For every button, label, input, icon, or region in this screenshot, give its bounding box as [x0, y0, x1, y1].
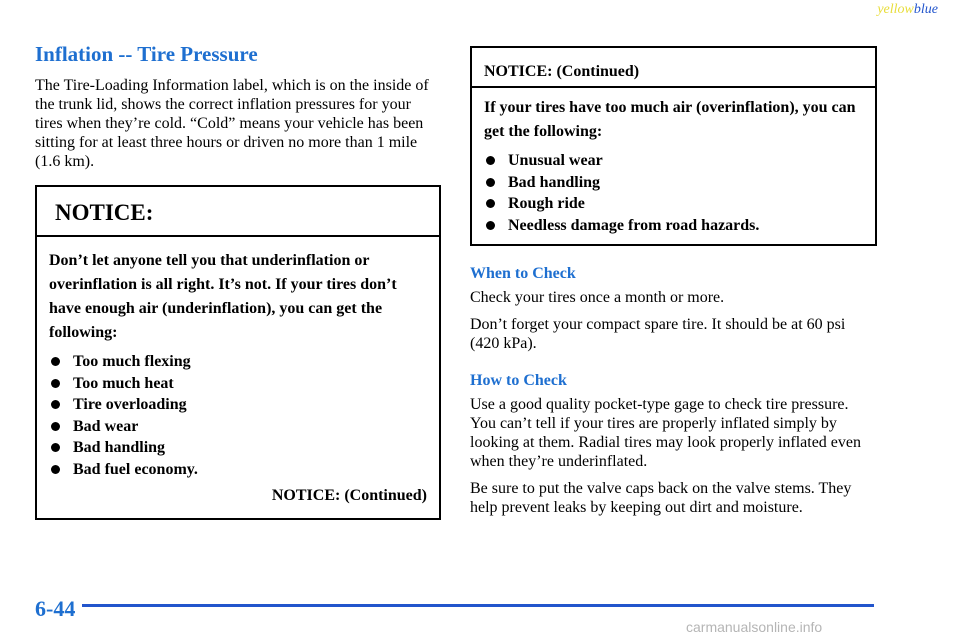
- notice-continued-heading: NOTICE: (Continued): [472, 48, 875, 88]
- notice-body: [472, 88, 875, 244]
- how-paragraph-1: Use a good quality pocket-type gage to check tire pressure. You can’t tell if your tires are properly inflated simply by looking at them. Radial tires may look properly inflated even when they’re underinflated.: [470, 396, 862, 470]
- when-paragraph-2: Don’t forget your compact spare tire. It should be at 60 psi (420 kPa).: [470, 316, 846, 352]
- notice-text: If your tires have too much air (overinflation), you can get the following:: [484, 99, 856, 140]
- right-column: [470, 46, 877, 517]
- how-to-check-heading: How to Check: [470, 372, 567, 389]
- list-item-label: Bad wear: [73, 417, 139, 435]
- when-paragraph-1: Check your tires once a month or more.: [470, 289, 725, 306]
- left-column: [35, 40, 441, 520]
- list-item: [49, 416, 427, 438]
- bullet-icon: [51, 357, 60, 366]
- overinflation-list: [484, 150, 863, 236]
- bullet-icon: [51, 422, 60, 431]
- color-tag-yellow: yellow: [877, 2, 914, 17]
- bullet-icon: [51, 443, 60, 452]
- intro-paragraph: The Tire-Loading Information label, which is on the inside of the trunk lid, shows the correct inflation pressures for your tires when they’re cold. “Cold” means your vehicle has been sitting for at least three hours or driven no more than 1 mile (1.6 km).: [35, 77, 429, 170]
- list-item: [484, 150, 863, 172]
- list-item-label: Bad handling: [508, 173, 601, 191]
- color-tag: [877, 2, 938, 18]
- bullet-icon: [51, 400, 60, 409]
- list-item-label: Needless damage from road hazards.: [508, 216, 760, 234]
- bullet-icon: [51, 465, 60, 474]
- notice-text: Don’t let anyone tell you that underinflation or overinflation is all right. It’s not. If your tires don’t have enough air (underinflation), you can get the following:: [49, 252, 397, 341]
- list-item-label: Rough ride: [508, 195, 585, 212]
- notice-box-underinflation: [35, 185, 441, 520]
- list-item: [49, 373, 427, 395]
- bullet-icon: [486, 178, 495, 187]
- list-item-label: Unusual wear: [508, 152, 603, 169]
- notice-box-overinflation: [470, 46, 877, 246]
- list-item: [484, 172, 863, 194]
- list-item-label: Tire overloading: [73, 396, 187, 413]
- list-item-label: Too much heat: [73, 374, 174, 392]
- bullet-icon: [486, 156, 495, 165]
- list-item: [49, 394, 427, 416]
- how-paragraph-2: Be sure to put the valve caps back on the valve stems. They help prevent leaks by keeping out dirt and moisture.: [470, 480, 852, 516]
- color-tag-blue: blue: [913, 2, 938, 17]
- list-item: [49, 459, 427, 481]
- bullet-icon: [486, 221, 495, 230]
- notice-heading: NOTICE:: [37, 187, 439, 237]
- notice-continued-label: NOTICE: (Continued): [271, 487, 427, 504]
- page-number: 6-44: [35, 596, 76, 621]
- list-item-label: Too much flexing: [73, 353, 191, 370]
- underinflation-list: [49, 351, 427, 480]
- footer-rule: [82, 604, 874, 607]
- watermark: carmanualsonline.info: [686, 619, 823, 635]
- list-item: [484, 193, 863, 215]
- when-to-check-heading: When to Check: [470, 265, 576, 282]
- list-item: [49, 351, 427, 373]
- list-item: [484, 215, 863, 237]
- list-item: [49, 437, 427, 459]
- bullet-icon: [486, 199, 495, 208]
- notice-body: [37, 237, 439, 518]
- list-item-label: Bad fuel economy.: [73, 460, 198, 478]
- bullet-icon: [51, 379, 60, 388]
- section-title: Inflation -- Tire Pressure: [35, 42, 258, 66]
- list-item-label: Bad handling: [73, 439, 166, 456]
